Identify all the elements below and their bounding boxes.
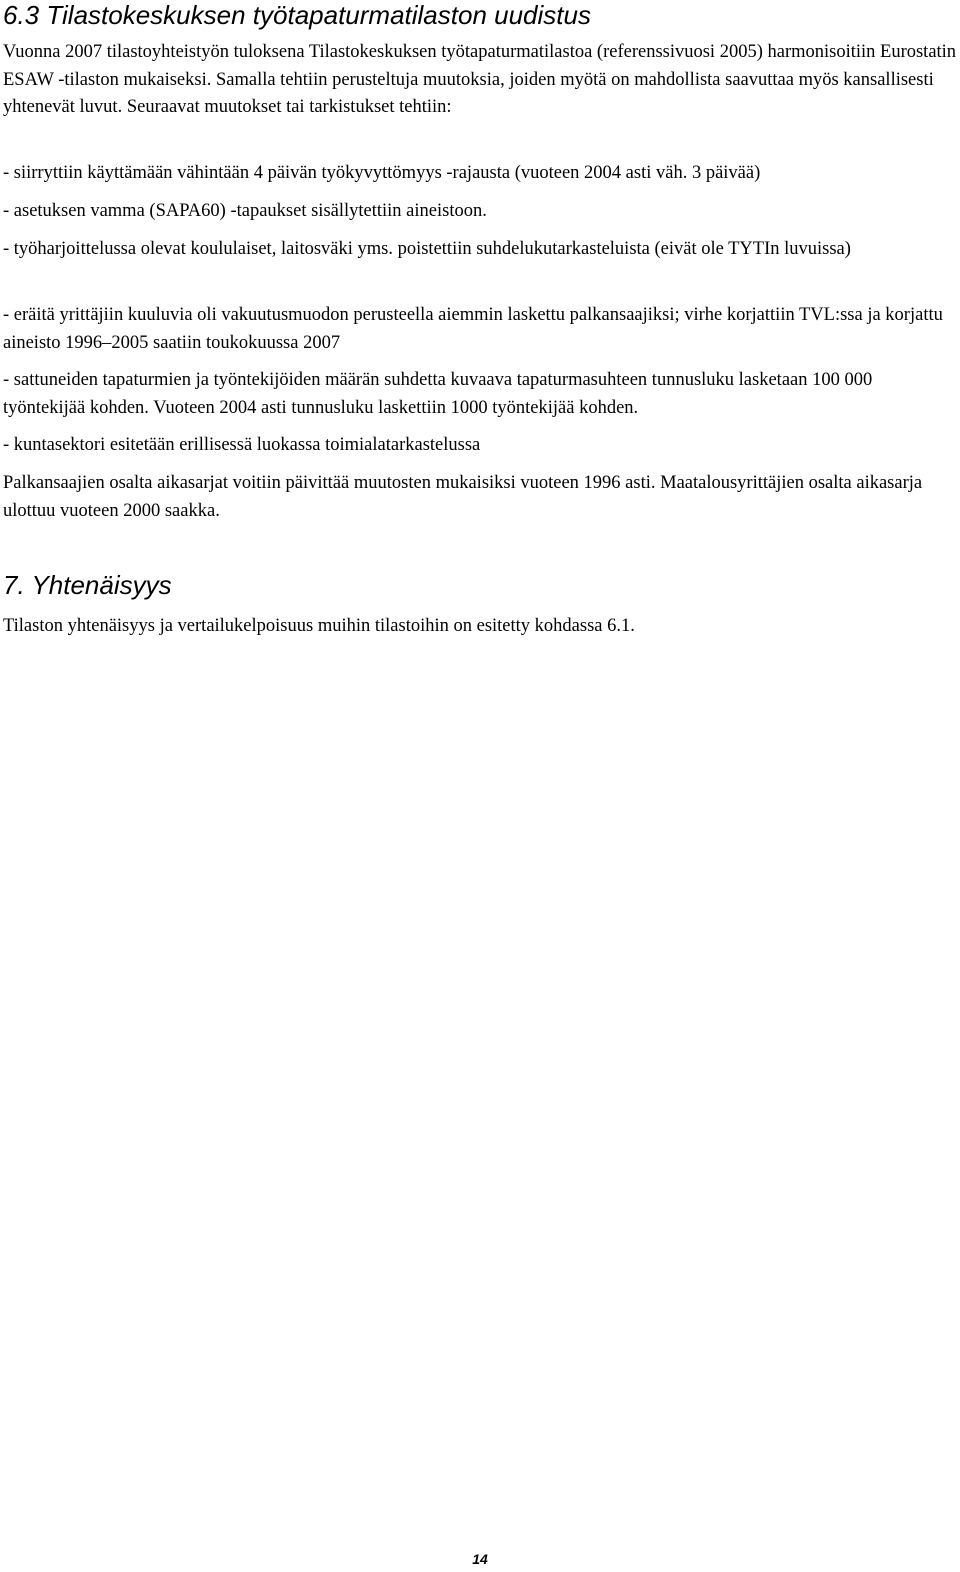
change-item-6: - kuntasektori esitetään erillisessä luokassa toimialatarkastelussa [3,435,481,455]
change-item-1: - siirryttiin käyttämään vähintään 4 päivän työkyvyttömyys -rajausta (vuoteen 2004 asti väh. 3 päivää) [3,163,761,183]
page-number: 14 [472,1551,488,1567]
change-item-5: - sattuneiden tapaturmien ja työntekijöiden määrän suhdetta kuvaava tapaturmasuhteen tunnusluku lasketaan 100 000 työntekijää kohden. Vuoteen 2004 asti tunnusluku laskettiin 1000 työntekijää kohden. [3,370,873,418]
section-7-body: Tilaston yhtenäisyys ja vertailukelpoisuus muihin tilastoihin on esitetty kohdassa 6.1. [3,616,635,636]
section-heading-6-3: 6.3 Tilastokeskuksen työtapaturmatilaston uudistus [3,0,591,30]
section-heading-7: 7. Yhtenäisyys [3,570,172,600]
intro-paragraph: Vuonna 2007 tilastoyhteistyön tuloksena Tilastokeskuksen työtapaturmatilastoa (referenssivuosi 2005) harmonisoitiin Eurostatin ESAW -tilaston mukaiseksi. Samalla tehtiin perusteltuja muutoksia, joiden myötä on mahdollista saavuttaa myös kansallisesti yhtenevät luvut. Seuraavat muutokset tai tarkistukset tehtiin: [3,42,957,117]
change-item-3: - työharjoittelussa olevat koululaiset, laitosväki yms. poistettiin suhdelukutarkasteluista (eivät ole TYTIn luvuissa) [3,239,851,259]
closing-paragraph: Palkansaajien osalta aikasarjat voitiin päivittää muutosten mukaisiksi vuoteen 1996 asti. Maatalousyrittäjien osalta aikasarja ulottuu vuoteen 2000 saakka. [3,473,923,521]
change-item-2: - asetuksen vamma (SAPA60) -tapaukset sisällytettiin aineistoon. [3,201,487,221]
change-item-4: - eräitä yrittäjiin kuuluvia oli vakuutusmuodon perusteella aiemmin laskettu palkansaajiksi; virhe korjattiin TVL:ssa ja korjattu aineisto 1996–2005 saatiin toukokuussa 2007 [3,305,943,353]
